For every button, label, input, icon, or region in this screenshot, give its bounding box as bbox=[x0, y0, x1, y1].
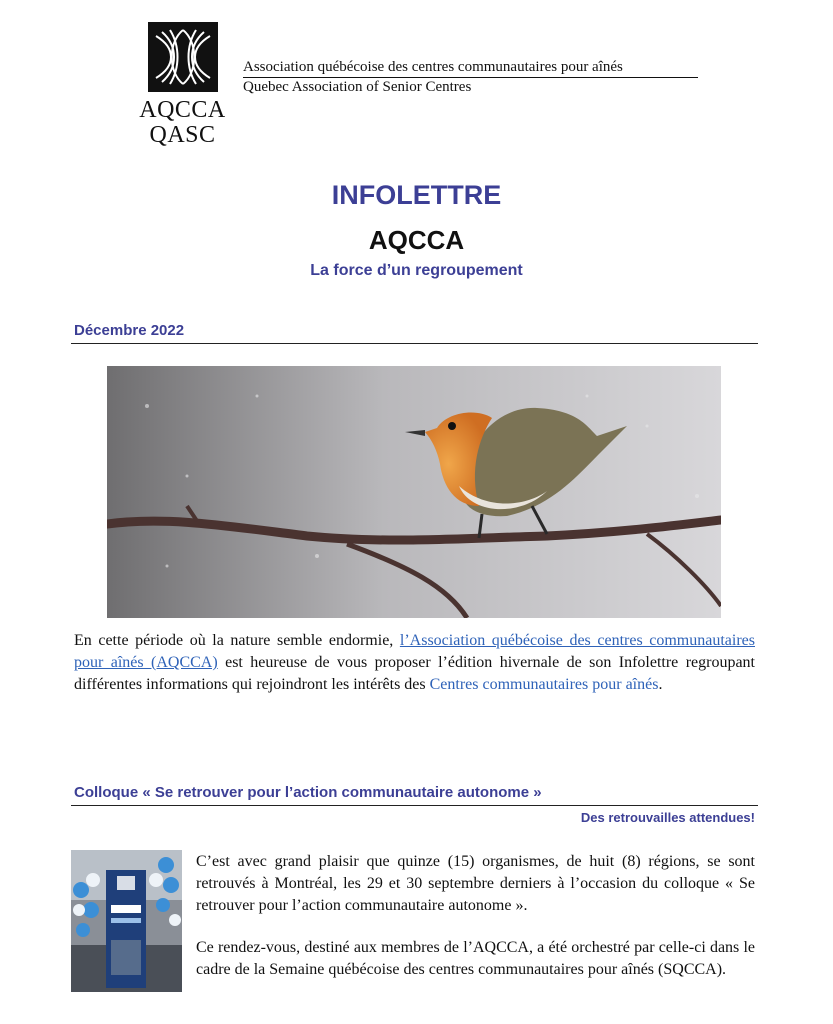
intro-text-2: est heureuse de vous proposer l’édition hivernale de son Infolettre regroupant différentes informations qui rejoindront les intérêts des bbox=[74, 654, 755, 693]
newsletter-name: AQCCA bbox=[368, 225, 465, 255]
centres-highlight: Centres communautaires pour aînés bbox=[429, 676, 659, 693]
org-name-french: Association québécoise des centres communautaires pour aînés bbox=[243, 58, 698, 78]
colloque-paragraph-2: Ce rendez-vous, destiné aux membres de l’AQCCA, a été orchestré par celle-ci dans le cadre de la Semaine québécoise des centres communautaires pour aînés (SQCCA). bbox=[196, 939, 755, 978]
intro-text-1: En cette période où la nature semble endormie, bbox=[74, 632, 400, 649]
logo-line-1: AQCCA bbox=[139, 97, 226, 123]
organization-name bbox=[243, 58, 698, 96]
issue-date-heading: Décembre 2022 bbox=[71, 322, 758, 344]
newsletter-tagline: La force d’un regroupement bbox=[310, 262, 523, 279]
colloque-heading: Colloque « Se retrouver pour l’action communautaire autonome » bbox=[71, 784, 758, 806]
robin-winter-photo bbox=[107, 366, 721, 618]
aqcca-logo-icon bbox=[148, 22, 218, 92]
colloque-subheading: Des retrouvailles attendues! bbox=[580, 810, 755, 825]
intro-paragraph bbox=[74, 630, 755, 696]
newsletter-title: INFOLETTRE bbox=[331, 180, 502, 210]
intro-text-3: . bbox=[658, 676, 663, 693]
org-name-english: Quebec Association of Senior Centres bbox=[243, 79, 472, 95]
colloque-event-photo bbox=[71, 850, 182, 992]
logo-line-2: QASC bbox=[149, 122, 216, 148]
logo-text bbox=[130, 98, 235, 148]
aqcca-link[interactable]: l’Association québécoise des centres communautaires pour aînés (AQCCA) bbox=[74, 632, 755, 671]
colloque-paragraph-1: C’est avec grand plaisir que quinze (15) organismes, de huit (8) régions, se sont retrouvés à Montréal, les 29 et 30 septembre derniers à l’occasion du colloque « Se retrouver pour l’action communautaire autonome ». bbox=[196, 853, 755, 914]
